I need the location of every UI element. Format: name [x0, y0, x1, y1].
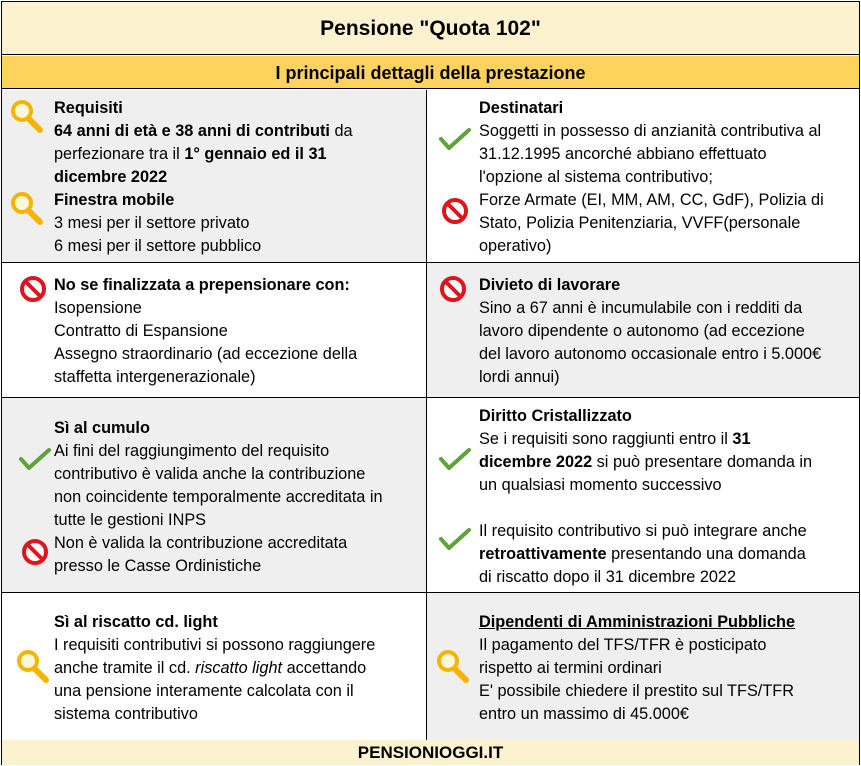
footer-source: PENSIONIOGGI.IT	[2, 740, 859, 765]
cumulo-heading: Sì al cumulo	[54, 419, 150, 437]
requisiti-line	[54, 143, 327, 166]
cristallizzato-line: di riscatto dopo il 31 dicembre 2022	[479, 568, 737, 586]
divieto-line: lavoro dipendente o autonomo (ad eccezione	[479, 322, 805, 340]
no-prepensionare-line: Isopensione	[54, 299, 142, 317]
cumulo-line: contributivo è valida anche la contribuzione	[54, 465, 366, 483]
cristallizzato-line	[479, 543, 806, 566]
prohibited-icon	[436, 272, 470, 306]
cristallizzato-line: un qualsiasi momento successivo	[479, 476, 722, 494]
check-icon	[18, 442, 52, 476]
destinatari-line: 31.12.1995 ancorché abbiano effettuato	[479, 145, 767, 163]
riscatto-light: riscatto light	[195, 659, 283, 677]
dipendenti-heading: Dipendenti di Amministrazioni Pubbliche	[479, 613, 795, 631]
page-title: Pensione "Quota 102"	[2, 2, 859, 55]
cumulo-line: non coincidente temporalmente accreditata in	[54, 488, 383, 506]
divider	[2, 262, 859, 263]
finestra-heading: Finestra mobile	[54, 191, 175, 209]
magnifier-icon	[436, 649, 470, 683]
magnifier-icon	[16, 649, 50, 683]
destinatari-line: operativo)	[479, 237, 552, 255]
destinatari-line: Soggetti in possesso di anzianità contributiva al	[479, 122, 822, 140]
cristallizzato-text: presentando una domanda	[606, 545, 806, 563]
requisiti-heading: Requisiti	[54, 99, 123, 117]
check-icon	[438, 442, 472, 476]
destinatari-heading: Destinatari	[479, 99, 564, 117]
magnifier-icon	[10, 99, 44, 133]
finestra-line: 6 mesi per il settore pubblico	[54, 237, 262, 255]
requisiti-date: 1° gennaio ed il 31	[184, 145, 327, 163]
requisiti-text: da	[329, 122, 353, 140]
dipendenti-line: rispetto ai termini ordinari	[479, 659, 662, 677]
cristallizzato-text: si può presentare domanda in	[592, 453, 813, 471]
check-icon	[438, 522, 472, 556]
divider	[2, 397, 859, 398]
riscatto-line	[54, 657, 366, 680]
check-icon	[438, 122, 472, 156]
cristallizzato-date: dicembre 2022	[479, 453, 593, 471]
riscatto-line: I requisiti contributivi si possono raggiungere	[54, 636, 376, 654]
cristallizzato-line: Il requisito contributivo si può integrare anche	[479, 522, 807, 540]
destinatari-line: Forze Armate (EI, MM, AM, CC, GdF), Polizia di	[479, 191, 824, 209]
riscatto-line: sistema contributivo	[54, 705, 198, 723]
prohibited-icon	[438, 194, 472, 228]
no-prepensionare-line: Assegno straordinario (ad eccezione della	[54, 345, 358, 363]
dipendenti-line: Il pagamento del TFS/TFR è posticipato	[479, 636, 767, 654]
divieto-line: del lavoro autonomo occasionale entro i 5.000€	[479, 345, 822, 363]
divieto-line: Sino a 67 anni è incumulabile con i redditi da	[479, 299, 803, 317]
divieto-line: lordi annui)	[479, 368, 560, 386]
cristallizzato-heading: Diritto Cristallizzato	[479, 407, 632, 425]
cristallizzato-line	[479, 428, 751, 451]
divieto-heading: Divieto di lavorare	[479, 276, 621, 294]
cristallizzato-text: Se i requisiti sono raggiunti entro il	[479, 430, 733, 448]
dipendenti-line: E' possibile chiedere il prestito sul TFS/TFR	[479, 682, 794, 700]
riscatto-heading: Sì al riscatto cd. light	[54, 613, 218, 631]
cristallizzato-date: 31	[732, 430, 751, 448]
cumulo-line: tutte le gestioni INPS	[54, 511, 207, 529]
prohibited-icon	[18, 535, 52, 569]
page-subtitle: I principali dettagli della prestazione	[2, 56, 859, 89]
divider	[2, 592, 859, 593]
cumulo-line: Ai fini del raggiungimento del requisito	[54, 442, 330, 460]
requisiti-age-contrib: 64 anni di età e 38 anni di contributi	[54, 122, 330, 140]
finestra-line: 3 mesi per il settore privato	[54, 214, 250, 232]
riscatto-line: una pensione interamente calcolata con il	[54, 682, 354, 700]
no-prepensionare-heading: No se finalizzata a prepensionare con:	[54, 276, 350, 294]
no-prepensionare-line: Contratto di Espansione	[54, 322, 228, 340]
cumulo-line: presso le Casse Ordinistiche	[54, 557, 262, 575]
destinatari-line: l'opzione al sistema contributivo;	[479, 168, 713, 186]
riscatto-text: accettando	[282, 659, 367, 677]
destinatari-line: Stato, Polizia Penitenziaria, VVFF(personale	[479, 214, 801, 232]
cristallizzato-line	[479, 451, 812, 474]
requisiti-line	[54, 120, 353, 143]
cumulo-line: Non è valida la contribuzione accreditata	[54, 534, 348, 552]
divider-vertical	[426, 90, 427, 740]
riscatto-text: anche tramite il cd.	[54, 659, 196, 677]
prohibited-icon	[16, 272, 50, 306]
dipendenti-line: entro un massimo di 45.000€	[479, 705, 689, 723]
cristallizzato-retro: retroattivamente	[479, 545, 607, 563]
requisiti-line: dicembre 2022	[54, 168, 168, 186]
requisiti-text: perfezionare tra il	[54, 145, 185, 163]
quota-102-infographic	[1, 1, 860, 765]
magnifier-icon	[10, 191, 44, 225]
no-prepensionare-line: staffetta intergenerazionale)	[54, 368, 256, 386]
